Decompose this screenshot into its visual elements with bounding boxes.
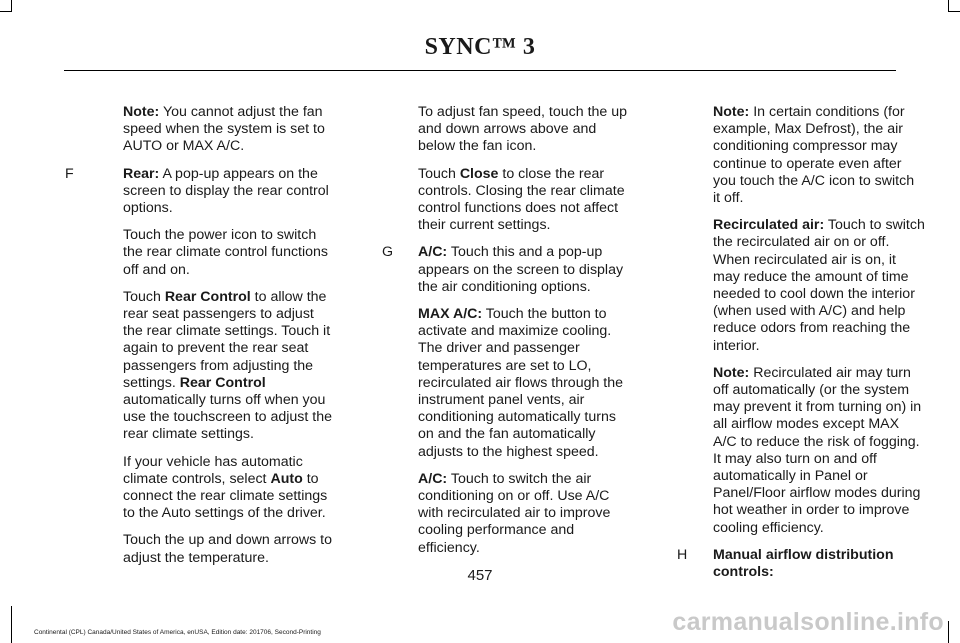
column-1 (65, 104, 335, 577)
header-rule (64, 70, 896, 71)
page-header-title: SYNC™ 3 (424, 34, 536, 60)
entry-f-text: Rear: A pop-up appears on the screen to display the rear control options. (123, 165, 329, 217)
column-2 (382, 104, 630, 567)
note-paragraph: Note: You cannot adjust the fan speed when the system is set to AUTO or MAX A/C. (123, 104, 325, 155)
crop-mark-bottom-right-vertical (948, 621, 949, 643)
edition-footer: Continental (CPL) Canada/United States of America, enUSA, Edition date: 201706, Second-Printing (34, 629, 321, 636)
entry-h-text: Manual airflow distribution controls: (713, 546, 894, 581)
close-paragraph: Touch Close to close the rear controls. Closing the rear climate control functions does not affect their current settings. (418, 165, 625, 234)
note-recirculated-paragraph: Note: Recirculated air may turn off automatically (or the system may prevent it from turning on) in all airflow modes except MAX A/C to reduce the risk of fogging. It may also turn on and off automatically in Panel or Panel/Floor airflow modes during hot weather in order to improve cooling efficiency. (713, 364, 922, 536)
entry-letter-g: G (382, 244, 394, 261)
ac-paragraph: A/C: Touch to switch the air conditioning on or off. Use A/C with recirculated air to improve cooling performance and efficiency. (418, 470, 611, 556)
auto-paragraph: If your vehicle has automatic climate controls, select Auto to connect the rear climate settings to the Auto settings of the driver. (123, 453, 328, 522)
crop-mark-bottom-left-vertical (11, 606, 12, 643)
entry-letter-f: F (65, 165, 74, 182)
note-compressor-paragraph: Note: In certain conditions (for example, Max Defrost), the air conditioning compressor may continue to operate even after you touch the A/C icon to switch it off. (713, 104, 915, 207)
max-ac-paragraph: MAX A/C: Touch the button to activate and maximize cooling. The driver and passenger temperatures are set to LO, recirculated air flows through the instrument panel vents, air conditioning automatically turns on and the fan automatically adjusts to the highest speed. (418, 306, 624, 460)
power-paragraph: Touch the power icon to switch the rear climate control functions off and on. (123, 227, 329, 278)
entry-f (65, 165, 335, 218)
temperature-paragraph: Touch the up and down arrows to adjust the temperature. (123, 532, 333, 566)
page-number: 457 (467, 567, 493, 584)
column-3 (677, 104, 925, 591)
crop-mark-top-right-horizontal (948, 11, 960, 12)
rear-control-paragraph: Touch Rear Control to allow the rear seat passengers to adjust the rear climate settings. Touch it again to prevent the rear seat passengers from adjusting the settings. Rear Control automatically turns off when you use the touchscreen to adjust the rear climate settings. (123, 288, 333, 443)
entry-g (382, 244, 630, 296)
entry-letter-h: H (677, 546, 688, 563)
recirculated-air-paragraph: Recirculated air: Touch to switch the recirculated air on or off. When recirculated air is on, it may reduce the amount of time needed to cool down the interior (when used with A/C) and help reduce odors from reaching the interior. (713, 217, 925, 354)
entry-g-text: A/C: Touch this and a pop-up appears on the screen to display the air conditioning options. (418, 244, 624, 295)
crop-mark-top-left-horizontal (0, 11, 12, 12)
fan-speed-paragraph: To adjust fan speed, touch the up and down arrows above and below the fan icon. (418, 104, 628, 155)
watermark: carmanualsonline.info (672, 608, 944, 636)
